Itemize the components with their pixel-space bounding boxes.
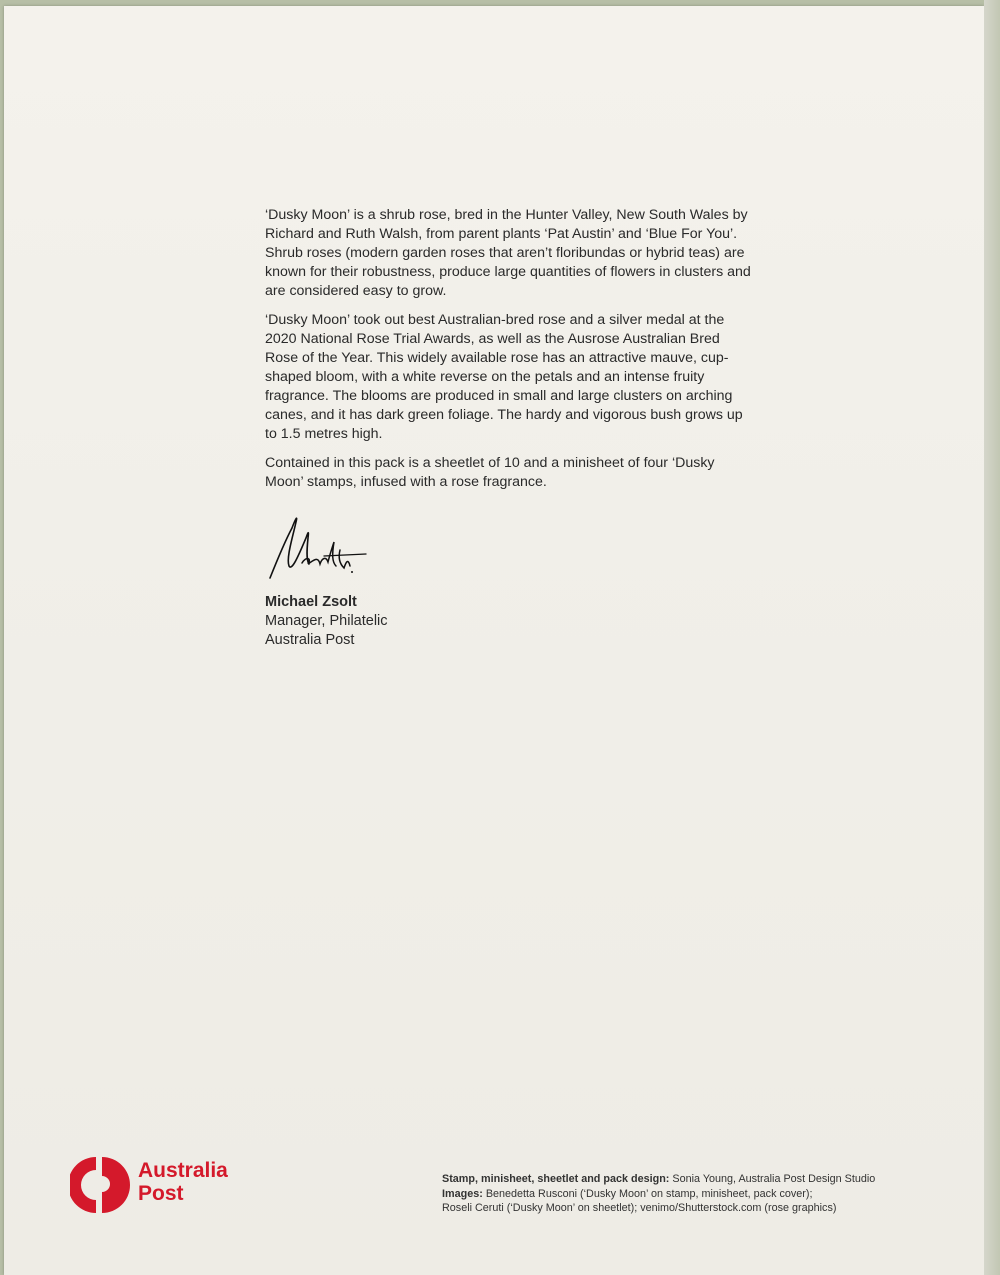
credits-block [442,1172,962,1216]
credits-images-value-1: Benedetta Rusconi (‘Dusky Moon’ on stamp, minisheet, pack cover); [485,1187,813,1200]
logo-wordmark [138,1159,228,1205]
credits-design-label: Stamp, minisheet, sheetlet and pack design: [442,1173,670,1185]
logo-line-australia: Australia [138,1159,228,1182]
document-page [4,6,984,1275]
credits-design-line [442,1172,962,1187]
letter-body [265,206,755,502]
australia-post-logo [70,1156,260,1216]
letter-paragraph-1: ‘Dusky Moon’ is a shrub rose, bred in the Hunter Valley, New South Wales by Richard and Ruth Walsh, from parent plants ‘Pat Austin’ and ‘Blue For You’. Shrub roses (modern garden roses that aren’t floribundas or hybrid teas) are known for their robustness, produce large quantities of flowers in clusters and are considered easy to grow. [265,207,751,299]
signer-name: Michael Zsolt [265,594,357,610]
credits-images-label: Images: [442,1187,483,1200]
signer-role: Manager, Philatelic [265,613,388,629]
logo-line-post: Post [138,1182,184,1205]
letter-paragraph-3: Contained in this pack is a sheetlet of 10 and a minisheet of four ‘Dusky Moon’ stamps, infused with a rose fragrance. [265,455,715,490]
credits-images-value-2: Roseli Ceruti (‘Dusky Moon’ on sheetlet); venimo/Shutterstock.com (rose graphics) [442,1202,837,1214]
credits-images-line [442,1187,962,1202]
background-edge [984,0,1000,1275]
credits-design-value: Sonia Young, Australia Post Design Studio [672,1173,876,1185]
signer-block [265,593,388,650]
letter-paragraph-2: ‘Dusky Moon’ took out best Australian-bred rose and a silver medal at the 2020 National Rose Trial Awards, as well as the Ausrose Australian Bred Rose of the Year. This widely available rose has an attractive mauve, cup-shaped bloom, with a white reverse on the petals and an intense fruity fragrance. The blooms are produced in small and large clusters on arching canes, and it has dark green foliage. The hardy and vigorous bush grows up to 1.5 metres high. [265,312,743,442]
signer-organisation: Australia Post [265,632,355,648]
handwritten-signature [262,508,372,588]
australia-post-logo-icon [70,1156,130,1214]
